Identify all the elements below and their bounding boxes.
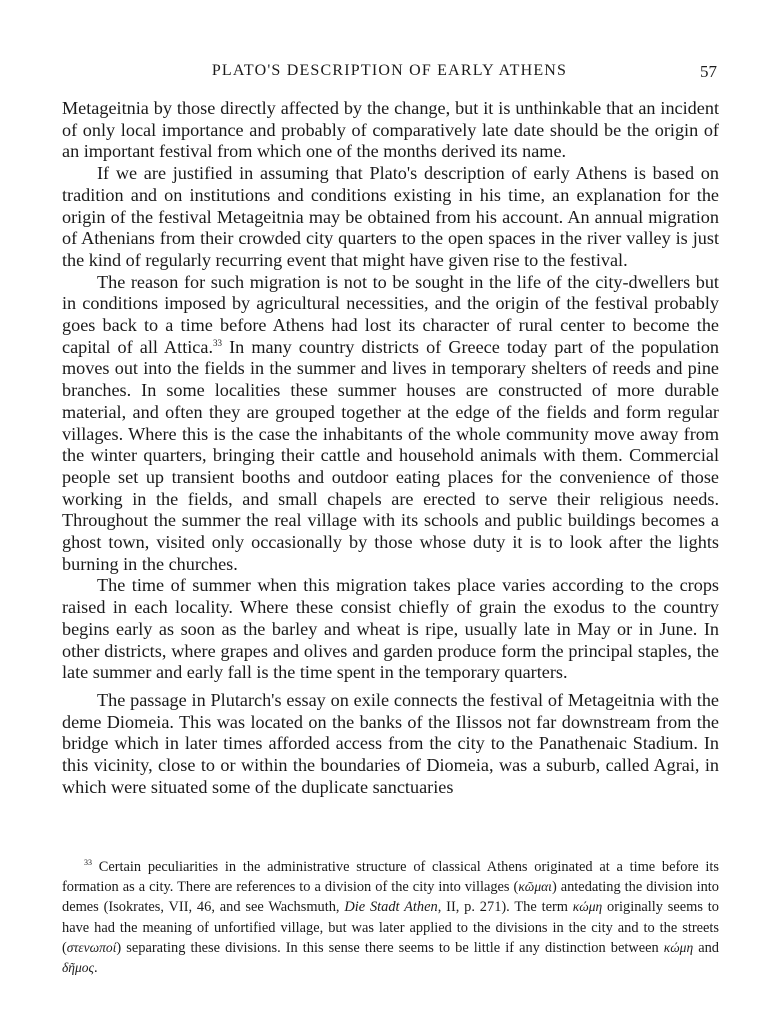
footnote <box>62 857 719 978</box>
paragraph: If we are justified in assuming that Plato's description of early Athens is based on tradition and on institutions and conditions existing in his time, an explanation for the origin of the festival Metageitnia may be obtained from his account. An annual migration of Athenians from their crowded city quarters to the open spaces in the river valley is just the kind of regularly recurring event that might have given rise to the festival. <box>62 163 719 270</box>
cited-title: Die Stadt Athen <box>344 899 438 916</box>
greek-term: κώμη <box>572 899 603 915</box>
greek-term: κῶμαι <box>518 879 552 895</box>
running-header <box>62 62 717 86</box>
paragraph-text: The reason for such migration is not to be sought in the life of the city-dwellers but in conditions imposed by agricultural necessities, and the origin of the festival probably goes back to a time before Athens had lost its character of rural center to become the capital of all Attica. <box>62 271 719 357</box>
paragraph: The time of summer when this migration takes place varies according to the crops raised in each locality. Where these consist chiefly of grain the exodus to the country begins early as soon as the barley and wheat is ripe, usually late in May or in June. In other districts, where grapes and olives and garden produce form the principal staples, the late summer and early fall is the time spent in the temporary quarters. <box>62 575 719 683</box>
page-number: 57 <box>700 62 717 81</box>
greek-term: κώμη <box>663 939 694 955</box>
paragraph: The passage in Plutarch's essay on exile connects the festival of Metageitnia with the deme Diomeia. This was located on the banks of the Ilissos not far downstream from the bridge which in later times afforded access from the city to the Panathenaic Stadium. In this vicinity, close to or within the boundaries of Diomeia, was a suburb, called Agrai, in which were situated some of the duplicate sanctuaries <box>62 689 719 797</box>
footnote-marker: 33 <box>84 858 92 867</box>
paragraph-continued: Metageitnia by those directly affected by the change, but it is unthinkable that an incident of only local importance and probably of comparatively late date should be the origin of an important festival from which one of the months derived its name. <box>62 98 719 162</box>
footnote-text: $^{33}$ Certain peculiarities in the administrative structure of classical Athens originated at a time before its formation as a city. There are references to a division of the city into villages (κῶμαι) antedating the division into demes (Isokrates, VII, 46, and see Wachsmuth, Die Stadt Athen, II, p. 271). The term κώμη originally seems to have had the meaning of unfortified village, but was later applied to the divisions in the city and to the streets (στενωποί) separating these divisions. In this sense there seems to be little if any distinction between κώμη and δῆμος. <box>62 858 720 977</box>
greek-term: στενωποί <box>66 939 117 955</box>
greek-term: δῆμος <box>62 960 94 976</box>
body-text <box>62 98 719 799</box>
footnote-reference: 33 <box>213 337 223 348</box>
paragraph-text: In many country districts of Greece today part of the population moves out into the fields in the summer and lives in temporary shelters of reeds and pine branches. In some localities these summer houses are constructed of more durable material, and often they are grouped together at the edge of the fields and form regular villages. Where this is the case the inhabitants of the whole community move away from the winter quarters, bringing their cattle and household animals with them. Commercial people set up transient booths and outdoor eating places for the convenience of those working in the fields, and small chapels are erected to serve their religious needs. Throughout the summer the real village with its schools and public buildings becomes a ghost town, visited only occasionally by those whose duty it is to look after the lights burning in the churches. <box>62 336 720 574</box>
running-title: PLATO'S DESCRIPTION OF EARLY ATHENS <box>211 62 568 79</box>
paragraph <box>62 272 719 576</box>
